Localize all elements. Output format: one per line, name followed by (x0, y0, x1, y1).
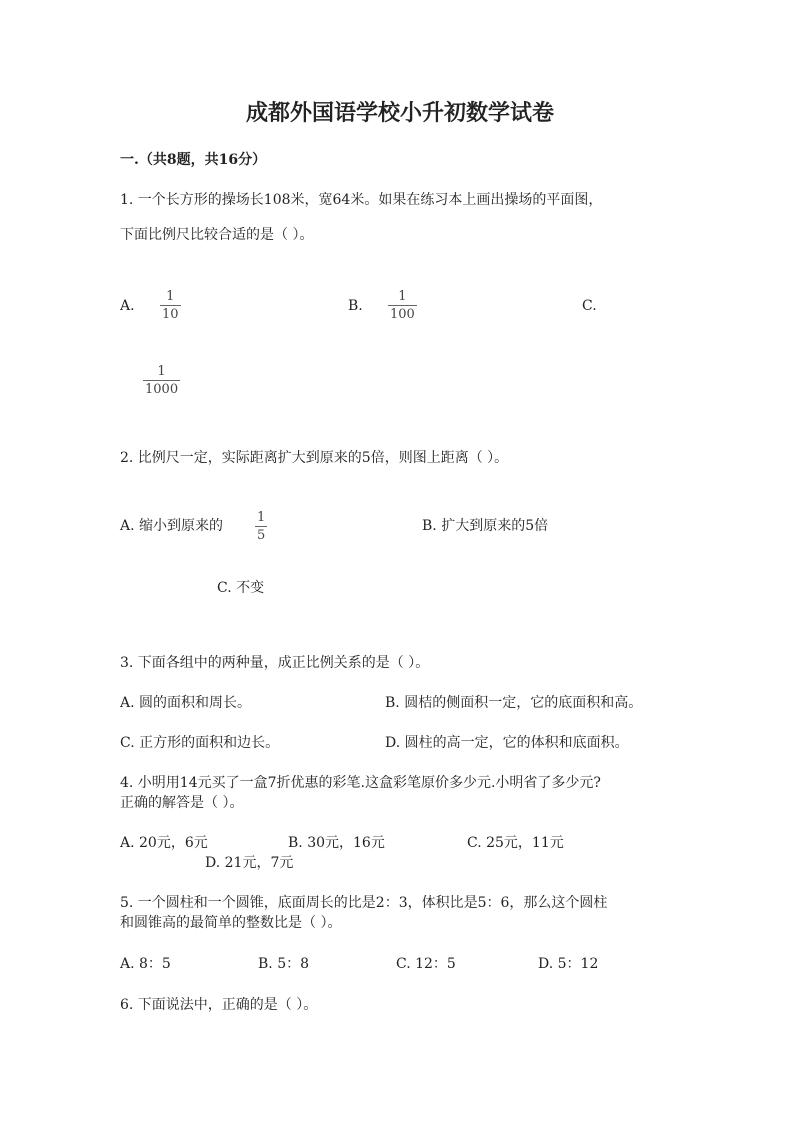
q2-stem: 2. 比例尺一定，实际距离扩大到原来的5倍，则图上距离（ ）。 (120, 450, 509, 466)
fraction-bar (388, 305, 417, 306)
q5-stem-line2: 和圆锥高的最简单的整数比是（ ）。 (120, 915, 342, 931)
q5-option-d: D. 5：12 (538, 956, 599, 972)
fraction-numerator: 1 (166, 289, 175, 304)
q4-stem-line1: 4. 小明用14元买了一盒7折优惠的彩笔.这盒彩笔原价多少元.小明省了多少元? (120, 775, 601, 791)
q2-option-c: C. 不变 (217, 580, 265, 596)
q4-stem-line2: 正确的解答是（ ）。 (120, 795, 244, 811)
q2-option-a-fraction (255, 510, 267, 543)
q4-option-d: D. 21元，7元 (205, 855, 294, 871)
q2-option-a-label: A. 缩小到原来的 (120, 518, 224, 534)
q2-option-b: B. 扩大到原来的5倍 (422, 518, 549, 534)
fraction-denominator: 100 (390, 307, 415, 322)
q1-stem-line1: 1. 一个长方形的操场长108米，宽64米。如果在练习本上画出操场的平面图， (120, 192, 603, 208)
q3-option-b: B. 圆桔的侧面积一定，它的底面积和高。 (385, 695, 643, 711)
q6-stem: 6. 下面说法中，正确的是（ ）。 (120, 997, 318, 1013)
fraction-numerator: 1 (398, 289, 407, 304)
fraction-bar (160, 305, 181, 306)
fraction-denominator: 10 (162, 307, 179, 322)
q4-option-c: C. 25元，11元 (467, 835, 564, 851)
page-title: 成都外国语学校小升初数学试卷 (245, 100, 554, 126)
q5-stem-line1: 5. 一个圆柱和一个圆锥，底面周长的比是2：3，体积比是5：6，那么这个圆柱 (120, 895, 608, 911)
q1-stem-line2: 下面比例尺比较合适的是（ ）。 (120, 227, 314, 243)
q5-option-b: B. 5：8 (258, 956, 310, 972)
q1-option-b-fraction (388, 289, 417, 322)
fraction-denominator: 5 (257, 528, 266, 543)
q3-option-d: D. 圆柱的高一定，它的体积和底面积。 (385, 735, 629, 751)
q1-option-a-label: A. (120, 298, 135, 314)
q1-option-c-fraction (143, 364, 180, 397)
q4-option-a: A. 20元，6元 (120, 835, 208, 851)
section-heading: 一.（共8题，共16分） (120, 152, 267, 168)
q3-option-c: C. 正方形的面积和边长。 (120, 735, 280, 751)
fraction-numerator: 1 (157, 364, 166, 379)
q1-option-b-label: B. (348, 298, 363, 314)
q1-option-c-label: C. (582, 298, 597, 314)
q4-option-b: B. 30元，16元 (288, 835, 385, 851)
fraction-bar (143, 380, 180, 381)
q5-option-c: C. 12：5 (396, 956, 456, 972)
fraction-bar (255, 526, 267, 527)
fraction-denominator: 1000 (145, 382, 179, 397)
q3-option-a: A. 圆的面积和周长。 (120, 695, 252, 711)
q1-option-a-fraction (160, 289, 181, 322)
fraction-numerator: 1 (257, 510, 266, 525)
q3-stem: 3. 下面各组中的两种量，成正比例关系的是（ ）。 (120, 655, 430, 671)
q5-option-a: A. 8：5 (120, 956, 171, 972)
